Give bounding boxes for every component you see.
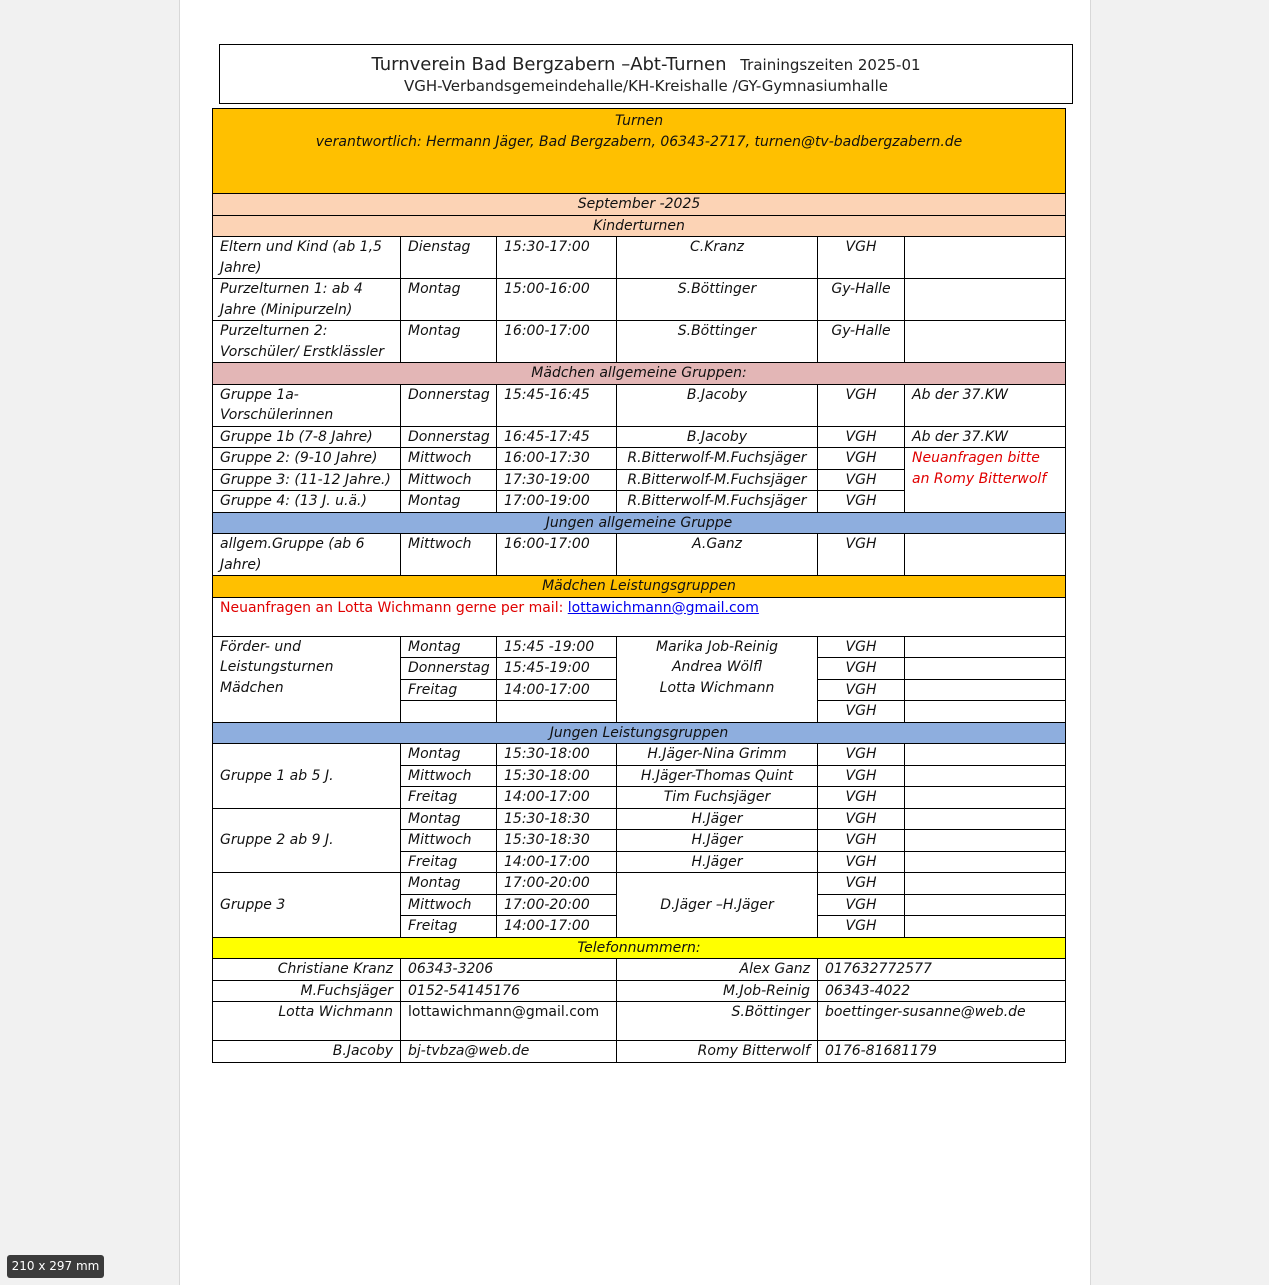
turnen-header: [213, 109, 1066, 194]
table-row: Freitag 14:00-17:00 VGH: [213, 679, 1066, 701]
table-row: Christiane Kranz 06343-3206 Alex Ganz 017632772577: [213, 959, 1066, 981]
table-row: Gruppe 2 ab 9 J. Montag 15:30-18:30 H.Jäger VGH: [213, 808, 1066, 830]
section-kinderturnen: Kinderturnen: [213, 215, 1066, 237]
table-row: M.Fuchsjäger 0152-54145176 M.Job-Reinig 06343-4022: [213, 980, 1066, 1002]
section-maedchen-allgemein: Mädchen allgemeine Gruppen:: [213, 363, 1066, 385]
schedule-subtitle: Trainingszeiten 2025-01: [740, 56, 921, 74]
table-row: Gruppe 1 ab 5 J. Montag 15:30-18:00 H.Jäger-Nina Grimm VGH: [213, 744, 1066, 766]
turnen-title: Turnen: [614, 113, 664, 129]
document-header: [219, 44, 1073, 104]
turnen-responsible: verantwortlich: Hermann Jäger, Bad Bergzabern, 06343-2717, turnen@tv-badbergzabern.de: [315, 133, 963, 150]
table-row: VGH: [213, 701, 1066, 723]
table-row: Mittwoch 15:30-18:30 H.Jäger VGH: [213, 830, 1066, 852]
inquiry-note: Neuanfragen bitte an Romy Bitterwolf: [905, 448, 1066, 513]
inquiry-row: Neuanfragen an Lotta Wichmann gerne per mail: lottawichmann@gmail.com: [213, 597, 1066, 636]
table-row: Mittwoch 17:00-20:00 VGH: [213, 894, 1066, 916]
leistung-trainers: Marika Job-Reinig Andrea Wölfl Lotta Wichmann: [617, 636, 818, 722]
table-row: Förder- und Leistungsturnen Mädchen Montag 15:45 -19:00 Marika Job-Reinig Andrea Wölfl Lotta Wichmann VGH: [213, 636, 1066, 658]
table-row: B.Jacoby bj-tvbza@web.de Romy Bitterwolf 0176-81681179: [213, 1041, 1066, 1063]
halls-legend: VGH-Verbandsgemeindehalle/KH-Kreishalle /GY-Gymnasiumhalle: [404, 77, 888, 95]
table-row: Mittwoch 15:30-18:00 H.Jäger-Thomas Quint VGH: [213, 765, 1066, 787]
table-row: Eltern und Kind (ab 1,5 Jahre) Dienstag 15:30-17:00 C.Kranz VGH: [213, 237, 1066, 279]
table-row: Freitag 14:00-17:00 Tim Fuchsjäger VGH: [213, 787, 1066, 809]
table-row: Gruppe 1b (7-8 Jahre) Donnerstag 16:45-17:45 B.Jacoby VGH Ab der 37.KW: [213, 426, 1066, 448]
page-size-badge: 210 x 297 mm: [7, 1255, 104, 1278]
table-row: Freitag 14:00-17:00 VGH: [213, 916, 1066, 938]
table-row: Purzelturnen 2: Vorschüler/ Erstklässler Montag 16:00-17:00 S.Böttinger Gy-Halle: [213, 321, 1066, 363]
table-row: Donnerstag 15:45-19:00 VGH: [213, 658, 1066, 680]
training-schedule-table: [212, 108, 1066, 1063]
table-row: Gruppe 3: (11-12 Jahre.) Mittwoch 17:30-19:00 R.Bitterwolf-M.Fuchsjäger VGH: [213, 469, 1066, 491]
month-header: September -2025: [213, 194, 1066, 216]
section-jungen-leistung: Jungen Leistungsgruppen: [213, 722, 1066, 744]
table-row: allgem.Gruppe (ab 6 Jahre) Mittwoch 16:00-17:00 A.Ganz VGH: [213, 534, 1066, 576]
section-maedchen-leistung: Mädchen Leistungsgruppen: [213, 576, 1066, 598]
table-row: Gruppe 2: (9-10 Jahre) Mittwoch 16:00-17:30 R.Bitterwolf-M.Fuchsjäger VGH Neuanfragen bitte an Romy Bitterwolf: [213, 448, 1066, 470]
club-title: Turnverein Bad Bergzabern –Abt-Turnen: [371, 54, 727, 75]
table-row: Gruppe 1a-Vorschülerinnen Donnerstag 15:45-16:45 B.Jacoby VGH Ab der 37.KW: [213, 384, 1066, 426]
table-row: Gruppe 4: (13 J. u.ä.) Montag 17:00-19:00 R.Bitterwolf-M.Fuchsjäger VGH: [213, 491, 1066, 513]
section-telefonnummern: Telefonnummern:: [213, 937, 1066, 959]
leistung-group-label: Förder- und Leistungsturnen Mädchen: [213, 636, 401, 722]
table-row: Lotta Wichmann lottawichmann@gmail.com S.Böttinger boettinger-susanne@web.de: [213, 1002, 1066, 1041]
table-row: Freitag 14:00-17:00 H.Jäger VGH: [213, 851, 1066, 873]
table-row: Purzelturnen 1: ab 4 Jahre (Minipurzeln) Montag 15:00-16:00 S.Böttinger Gy-Halle: [213, 279, 1066, 321]
inquiry-email-link[interactable]: lottawichmann@gmail.com: [567, 599, 759, 616]
section-jungen-allgemein: Jungen allgemeine Gruppe: [213, 512, 1066, 534]
table-row: Gruppe 3 Montag 17:00-20:00 D.Jäger –H.Jäger VGH: [213, 873, 1066, 895]
